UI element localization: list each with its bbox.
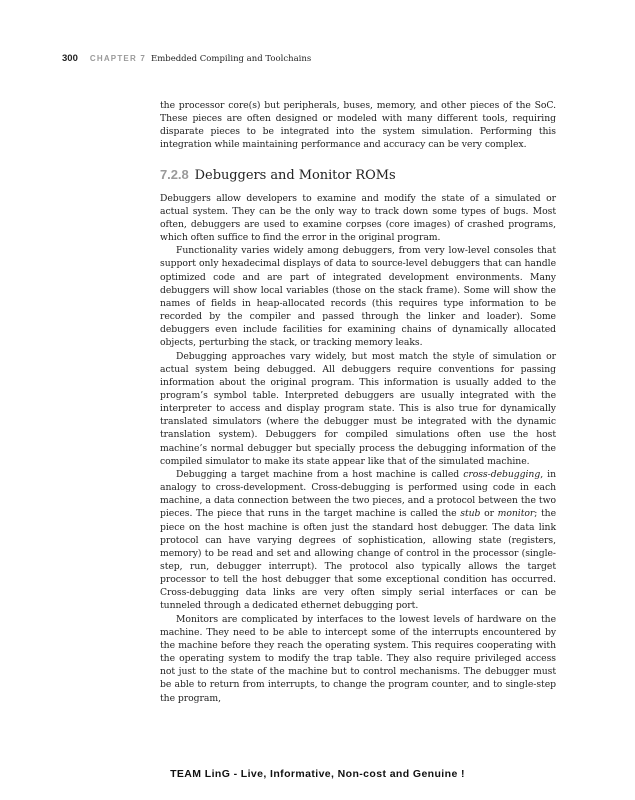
term-cross-debugging: cross-debugging xyxy=(463,468,541,480)
section-number: 7.2.8 xyxy=(160,166,189,182)
chapter-title: Embedded Compiling and Toolchains xyxy=(151,54,312,64)
intro-paragraph: the processor core(s) but peripherals, buses, memory, and other pieces of the SoC. These pieces are often designed or modeled with many different tools, requiring disparate pieces to be integrated into the system simulation. Performing this integration while maintaining performance and accuracy can be very complex. xyxy=(160,100,556,151)
p4-text-c: , in analogy to cross-development. Cross-debugging is performed using code in each machine, a data connection between the two pieces, and a protocol between the two pieces. The piece that runs in the target machine is called the xyxy=(160,468,556,520)
footer-banner: TEAM LinG - Live, Informative, Non-cost and Genuine ! xyxy=(170,768,465,780)
paragraph-4 xyxy=(160,468,556,613)
section-heading xyxy=(160,167,556,184)
term-stub: stub xyxy=(460,508,481,520)
page-number: 300 xyxy=(62,53,78,64)
chapter-label: CHAPTER 7 xyxy=(89,54,146,63)
paragraph-1: Debuggers allow developers to examine and modify the state of a simulated or actual system. They can be the only way to track down some types of bugs. Most often, debuggers are used to examine corpses (core images) of crashed programs, which often suffice to find the error in the original program. xyxy=(160,192,556,244)
p4-text-a: Debugging a target machine from a host machine is called xyxy=(176,468,464,480)
p4-text-g: ; the piece on the host machine is often just the standard host debugger. The data link protocol can have varying degrees of sophistication, allowing state (registers, memory) to be read and set and allowing change of control in the processor (single-step, run, debugger interrupt). The protocol also typically allows the target processor to tell the host debugger that some exceptional condition has occurred. Cross-debugging data links are very often simply serial interfaces or can be tunneled through a dedicated ethernet debugging port. xyxy=(160,508,557,612)
paragraph-5: Monitors are complicated by interfaces to the lowest levels of hardware on the machine. They need to be able to intercept some of the interrupts encountered by the machine before they reach the operating system. This requires cooperating with the operating system to modify the trap table. They also require privileged access not just to the state of the machine but to control mechanisms. The debugger must be able to return from interrupts, to change the program counter, and to single-step the program, xyxy=(160,613,556,704)
term-monitor: monitor xyxy=(497,508,535,520)
section-title: Debuggers and Monitor ROMs xyxy=(194,167,396,183)
paragraph-3: Debugging approaches vary widely, but most match the style of simulation or actual system being debugged. All debuggers require conventions for passing information about the original program. This information is usually added to the program’s symbol table. Interpreted debuggers are usually integrated with the interpreter to access and display program state. This is also true for dynamically translated simulators (where the debugger must be integrated with the dynamic translation system). Debuggers for compiled simulations often use the host machine’s normal debugger but specially process the debugging information of the compiled simulator to make its state appear like that of the simulated machine. xyxy=(160,350,556,467)
p4-text-e: or xyxy=(480,508,498,520)
paragraph-2: Functionality varies widely among debuggers, from very low-level consoles that support only hexadecimal displays of data to source-level debuggers that can handle optimized code and are part of integrated development environments. Many debuggers will show local variables (those on the stack frame). Some will show the names of fields in heap-allocated records (this requires type information to be recorded by the compiler and passed through the linker and loader). Some debuggers even include facilities for examining chains of dynamically allocated objects, perturbing the stack, or tracking memory leaks. xyxy=(160,245,556,349)
body-text xyxy=(160,99,556,705)
running-header xyxy=(62,53,582,65)
